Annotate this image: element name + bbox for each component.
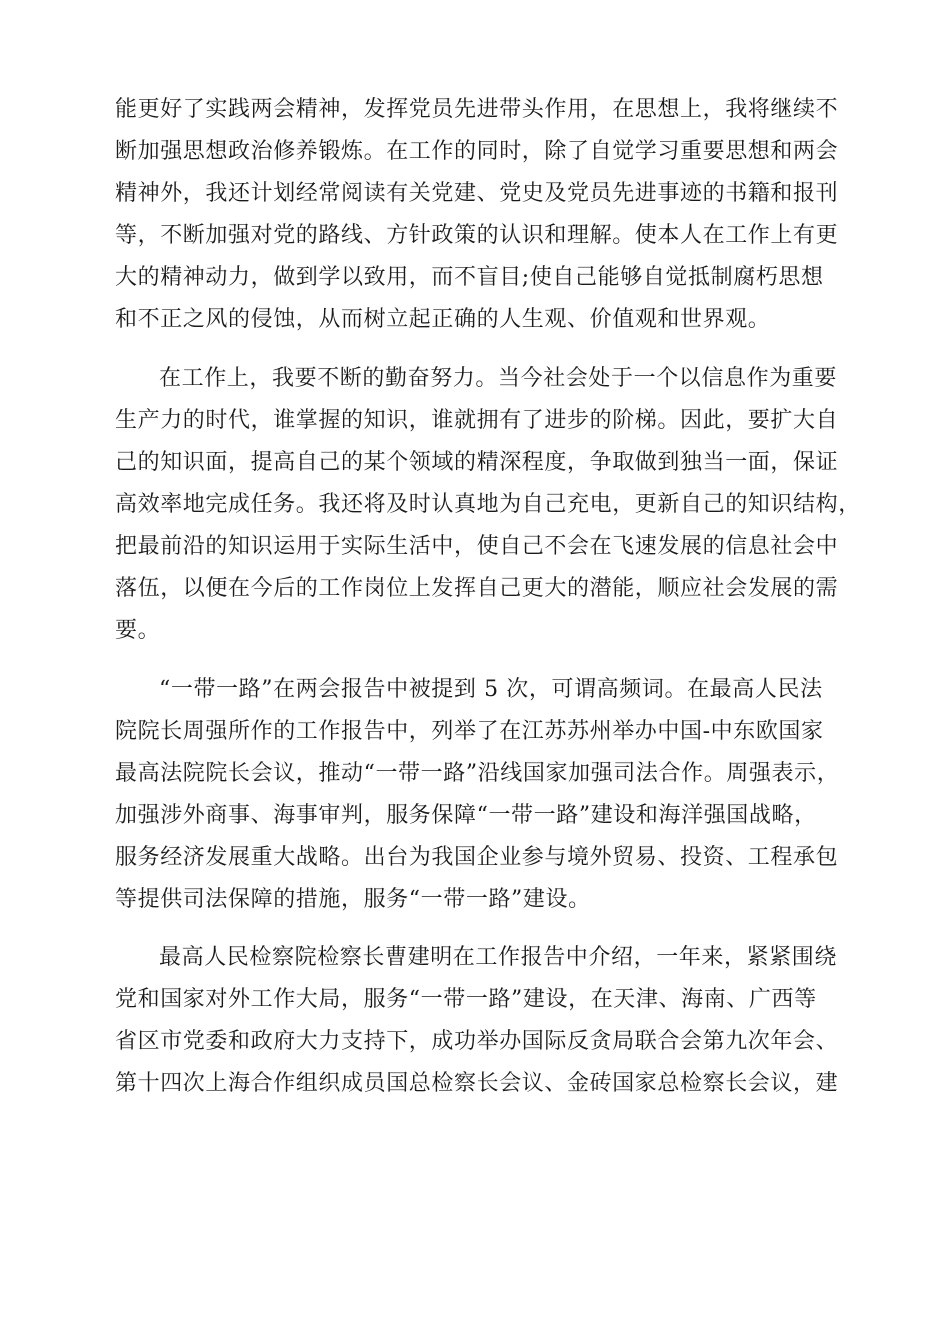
paragraph-2-line-5: 把最前沿的知识运用于实际生活中，使自己不会在飞速发展的信息社会中 — [115, 534, 839, 559]
paragraph-1-line-4: 等，不断加强对党的路线、方针政策的认识和理解。使本人在工作上有更 — [115, 223, 839, 248]
paragraph-2-line-1: 在工作上，我要不断的勤奋努力。当今社会处于一个以信息作为重要 — [159, 366, 838, 391]
paragraph-3-line-2: 院院长周强所作的工作报告中，列举了在江苏苏州举办中国-中东欧国家 — [115, 719, 824, 744]
paragraph-2-line-4: 高效率地完成任务。我还将及时认真地为自己充电，更新自己的知识结构， — [115, 492, 861, 517]
paragraph-4-line-1: 最高人民检察院检察长曹建明在工作报告中介绍，一年来，紧紧围绕 — [159, 945, 838, 970]
paragraph-3-line-5: 服务经济发展重大战略。出台为我国企业参与境外贸易、投资、工程承包 — [115, 845, 839, 870]
paragraph-3-line-1: “一带一路”在两会报告中被提到 5 次，可谓高频词。在最高人民法 — [159, 677, 823, 702]
paragraph-1-line-3: 精神外，我还计划经常阅读有关党建、党史及党员先进事迹的书籍和报刊 — [115, 181, 839, 206]
paragraph-4-line-3: 省区市党委和政府大力支持下，成功举办国际反贪局联合会第九次年会、 — [115, 1029, 839, 1054]
paragraph-1-line-5: 大的精神动力，做到学以致用，而不盲目;使自己能够自觉抵制腐朽思想 — [115, 265, 824, 290]
paragraph-2-line-7: 要。 — [115, 618, 161, 643]
paragraph-2-line-2: 生产力的时代，谁掌握的知识，谁就拥有了进步的阶梯。因此，要扩大自 — [115, 408, 839, 433]
paragraph-3-line-6: 等提供司法保障的措施，服务“一带一路”建设。 — [115, 887, 591, 912]
paragraph-2-line-6: 落伍，以便在今后的工作岗位上发挥自己更大的潜能，顺应社会发展的需 — [115, 576, 839, 601]
paragraph-1-line-1: 能更好了实践两会精神，发挥党员先进带头作用，在思想上，我将继续不 — [115, 97, 839, 122]
paragraph-3-line-3: 最高法院院长会议，推动“一带一路”沿线国家加强司法合作。周强表示， — [115, 761, 840, 786]
paragraph-2-line-3: 己的知识面，提高自己的某个领域的精深程度，争取做到独当一面，保证 — [115, 450, 839, 475]
paragraph-4-line-4: 第十四次上海合作组织成员国总检察长会议、金砖国家总检察长会议，建 — [115, 1071, 839, 1096]
paragraph-4-line-2: 党和国家对外工作大局，服务“一带一路”建设，在天津、海南、广西等 — [115, 987, 817, 1012]
paragraph-1-line-2: 断加强思想政治修养锻炼。在工作的同时，除了自觉学习重要思想和两会 — [115, 139, 839, 164]
paragraph-3-line-4: 加强涉外商事、海事审判，服务保障“一带一路”建设和海洋强国战略， — [115, 803, 817, 828]
paragraph-1-line-6: 和不正之风的侵蚀，从而树立起正确的人生观、价值观和世界观。 — [115, 307, 771, 332]
